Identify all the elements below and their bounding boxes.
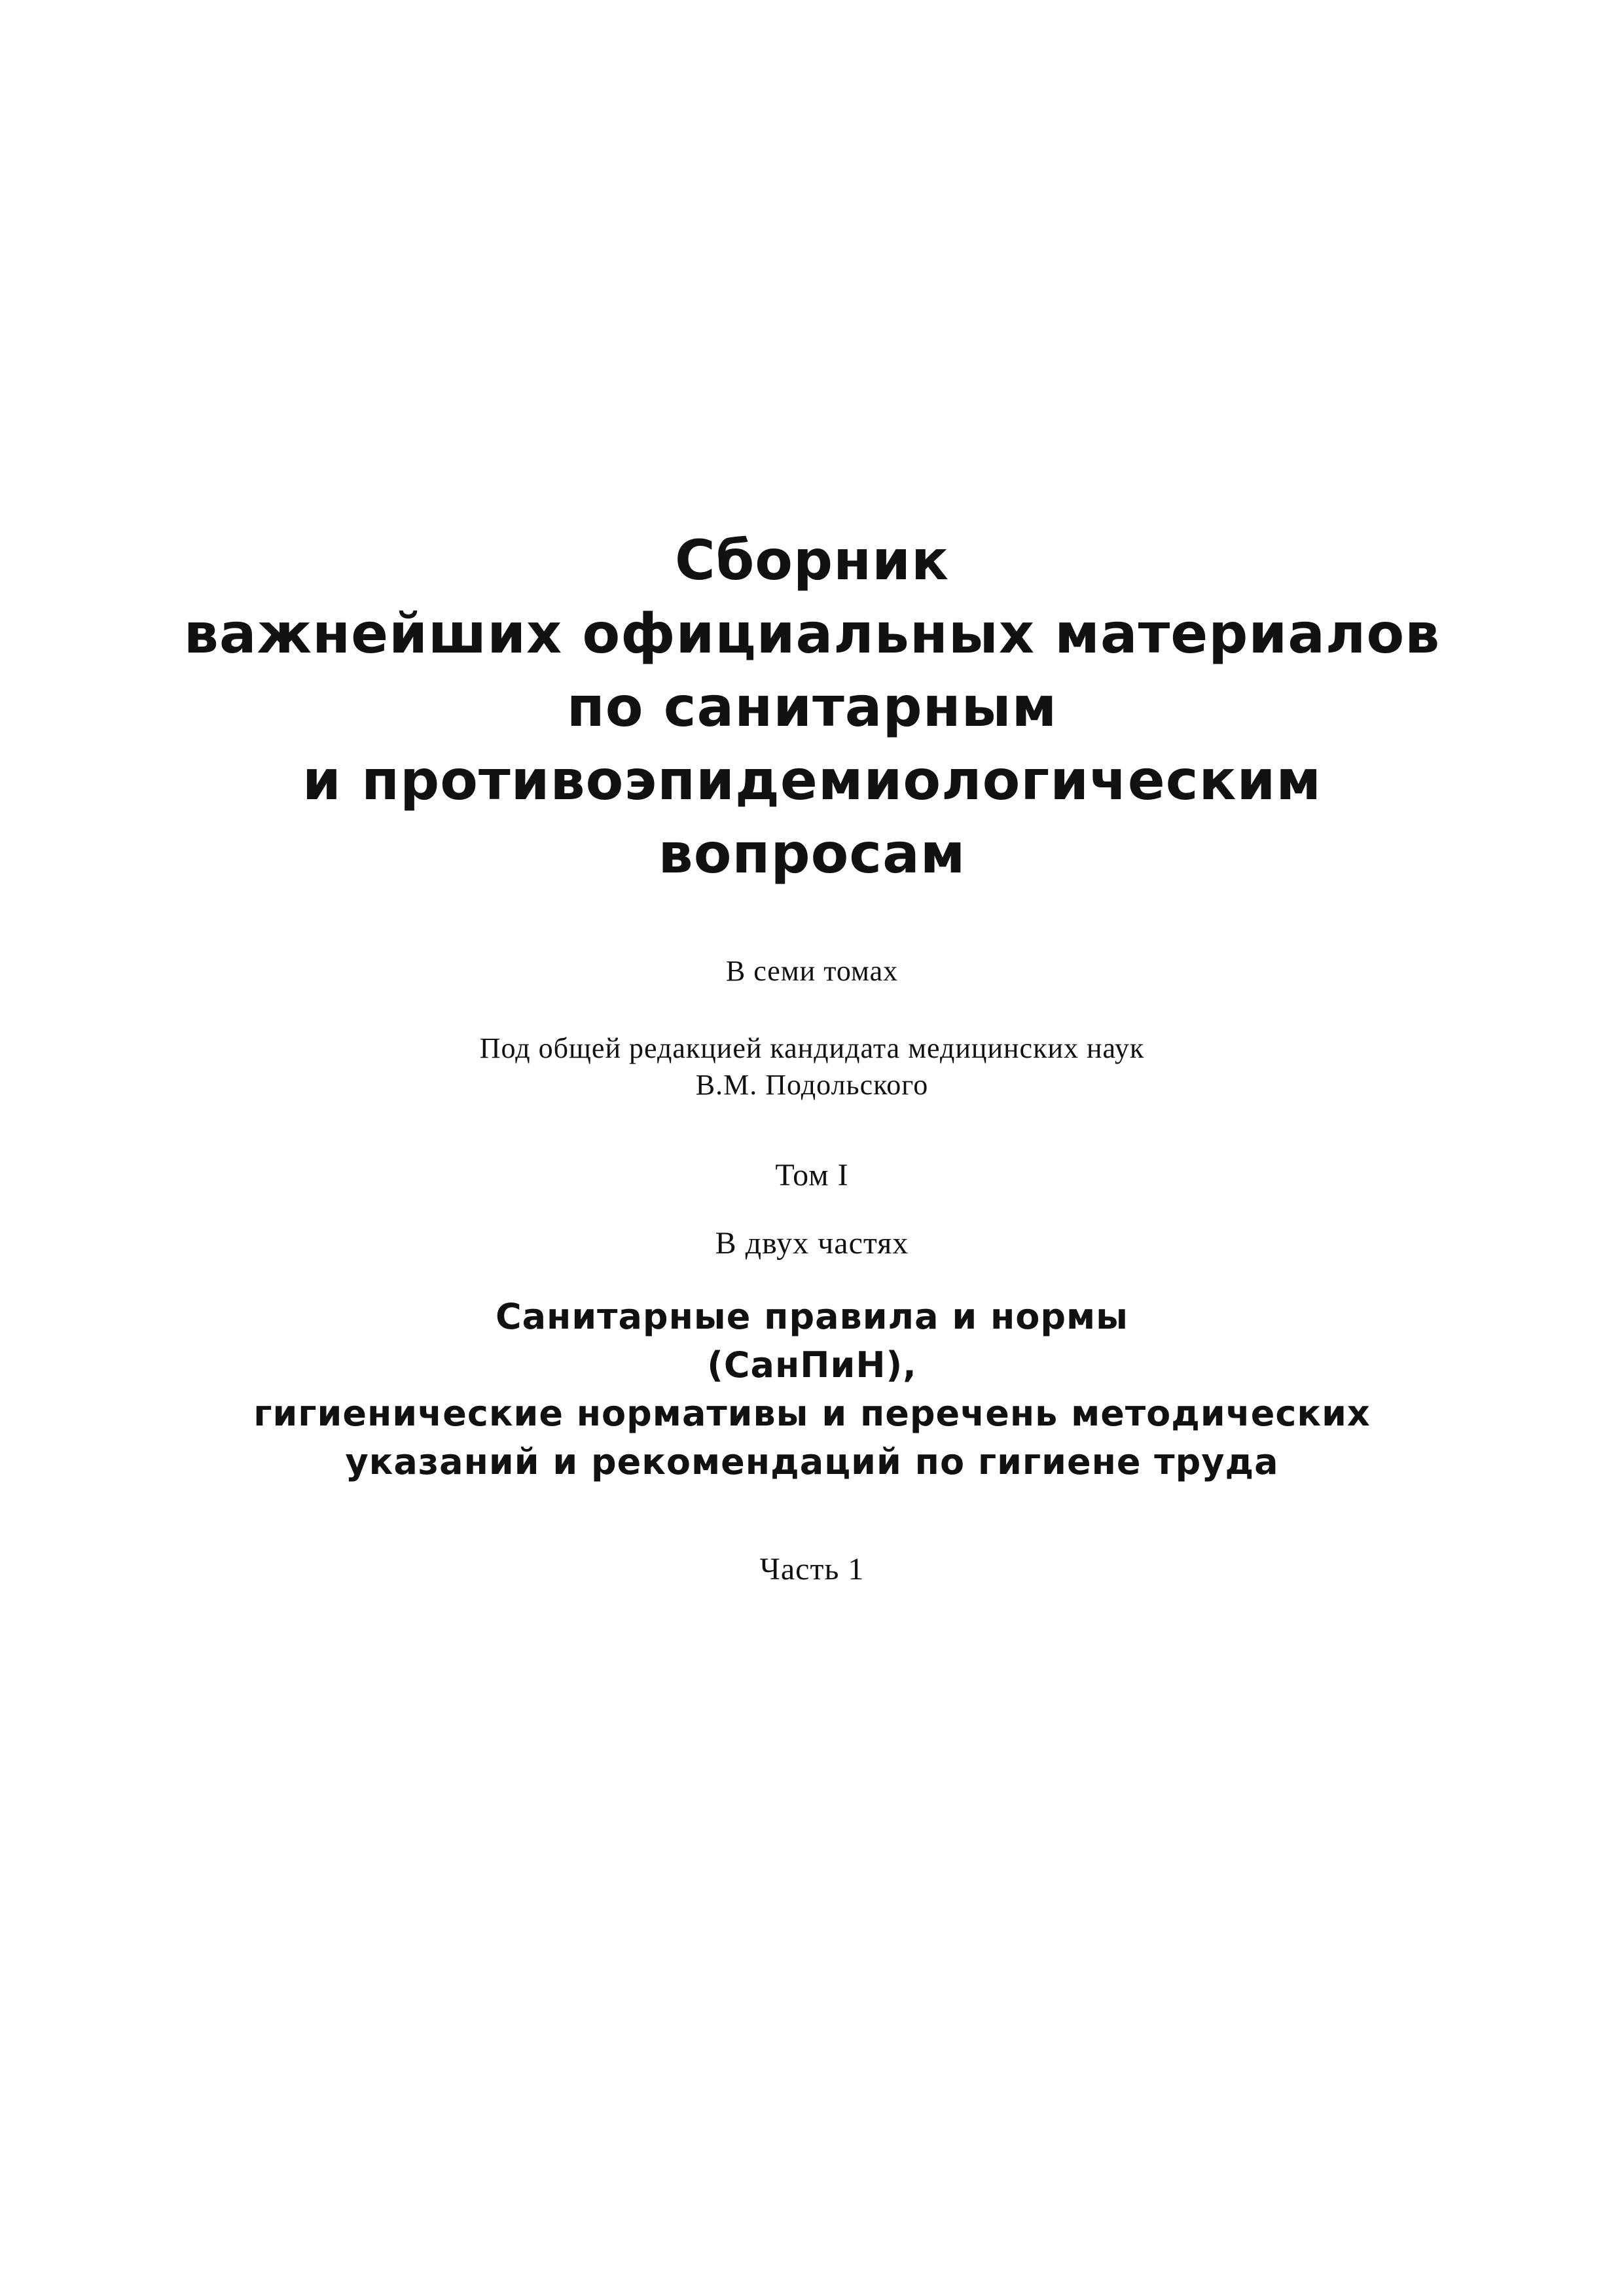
subtitle-line: (СанПиН), (707, 1344, 917, 1386)
title-line: по санитарным (566, 675, 1058, 739)
editor-credit (0, 1030, 1624, 1103)
subtitle-line: гигиенические нормативы и перечень методических (253, 1393, 1371, 1434)
book-title (0, 524, 1624, 890)
subtitle-line: указаний и рекомендаций по гигиене труда (345, 1441, 1279, 1482)
volumes-note: В семи томах (725, 955, 899, 987)
part-number: Часть 1 (759, 1552, 865, 1587)
editor-name: В.М. Подольского (695, 1069, 929, 1101)
title-line: Сборник (674, 528, 950, 592)
tome-number: Том I (775, 1158, 849, 1193)
editor-line: Под общей редакцией кандидата медицинских наук (479, 1032, 1145, 1064)
subtitle-line: Санитарные правила и нормы (495, 1296, 1129, 1337)
title-line: важнейших официальных материалов (183, 601, 1441, 666)
volume-subtitle (0, 1293, 1624, 1486)
parts-note: В двух частях (715, 1226, 909, 1261)
title-line: и противоэпидемиологическим (302, 748, 1322, 812)
title-line: вопросам (658, 821, 966, 886)
